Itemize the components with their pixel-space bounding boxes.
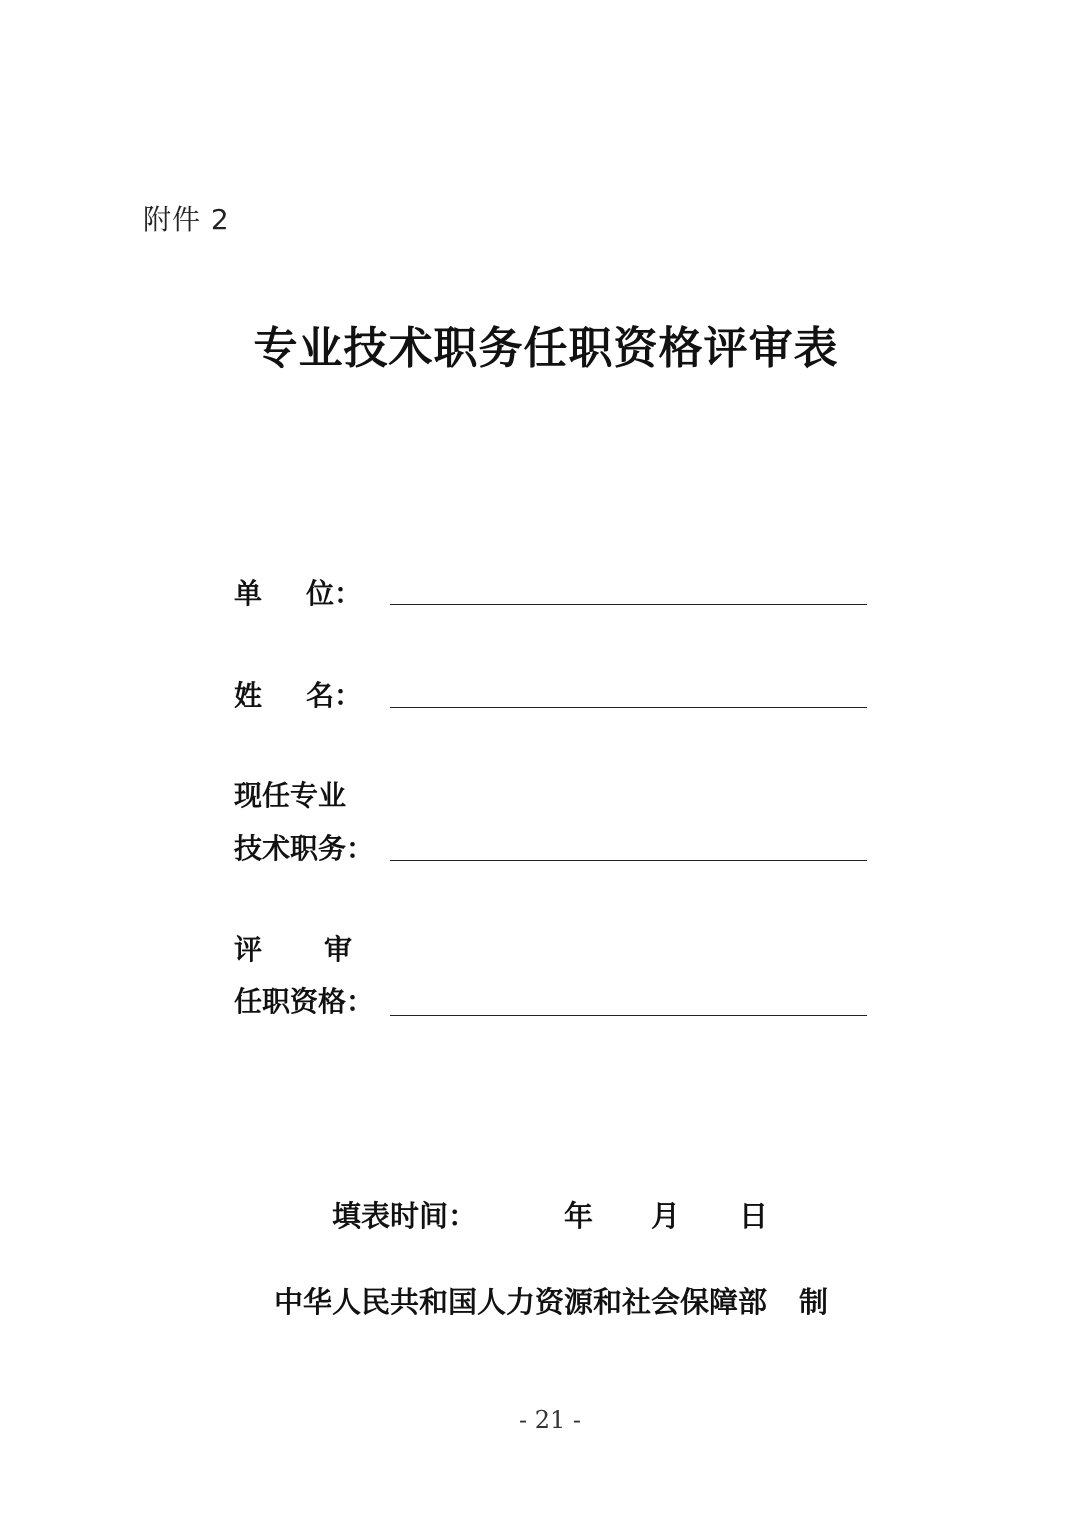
field-qualification-input-line[interactable] — [390, 1015, 867, 1016]
attachment-label: 附件 2 — [143, 203, 230, 236]
field-qualification-label-line1 — [234, 928, 352, 968]
field-unit-char-1: 单 — [234, 577, 263, 610]
page-number: - 21 - — [518, 1406, 581, 1434]
field-name-char-2: 名： — [305, 679, 362, 712]
field-name — [234, 672, 870, 712]
fill-date-month: 月 — [651, 1199, 681, 1233]
fill-date-year: 年 — [564, 1199, 594, 1233]
issuer-name: 中华人民共和国人力资源和社会保障部 — [274, 1285, 768, 1319]
field-unit-input-line[interactable] — [390, 604, 867, 605]
field-qualification-char-1: 评 — [234, 933, 263, 966]
field-current-position-input-line[interactable] — [390, 860, 867, 861]
field-name-char-1: 姓 — [234, 679, 263, 712]
document-title: 专业技术职务任职资格评审表 — [253, 323, 839, 374]
field-name-label — [234, 674, 362, 714]
fill-date-day: 日 — [739, 1199, 769, 1233]
field-qualification-char-2: 审 — [323, 933, 352, 966]
issuer-suffix: 制 — [799, 1285, 829, 1319]
field-qualification-label-line2: 任职资格： — [234, 985, 375, 1018]
field-current-position-label-line2: 技术职务： — [234, 832, 375, 865]
field-qualification — [234, 928, 870, 1018]
field-current-position — [234, 774, 870, 864]
fill-date-label: 填表时间： — [332, 1199, 478, 1233]
field-unit-char-2: 位： — [305, 577, 362, 610]
field-unit — [234, 570, 870, 610]
field-unit-label — [234, 572, 362, 612]
field-current-position-label-line1: 现任专业 — [234, 779, 347, 812]
fill-date — [0, 1194, 1080, 1234]
field-name-input-line[interactable] — [390, 707, 867, 708]
